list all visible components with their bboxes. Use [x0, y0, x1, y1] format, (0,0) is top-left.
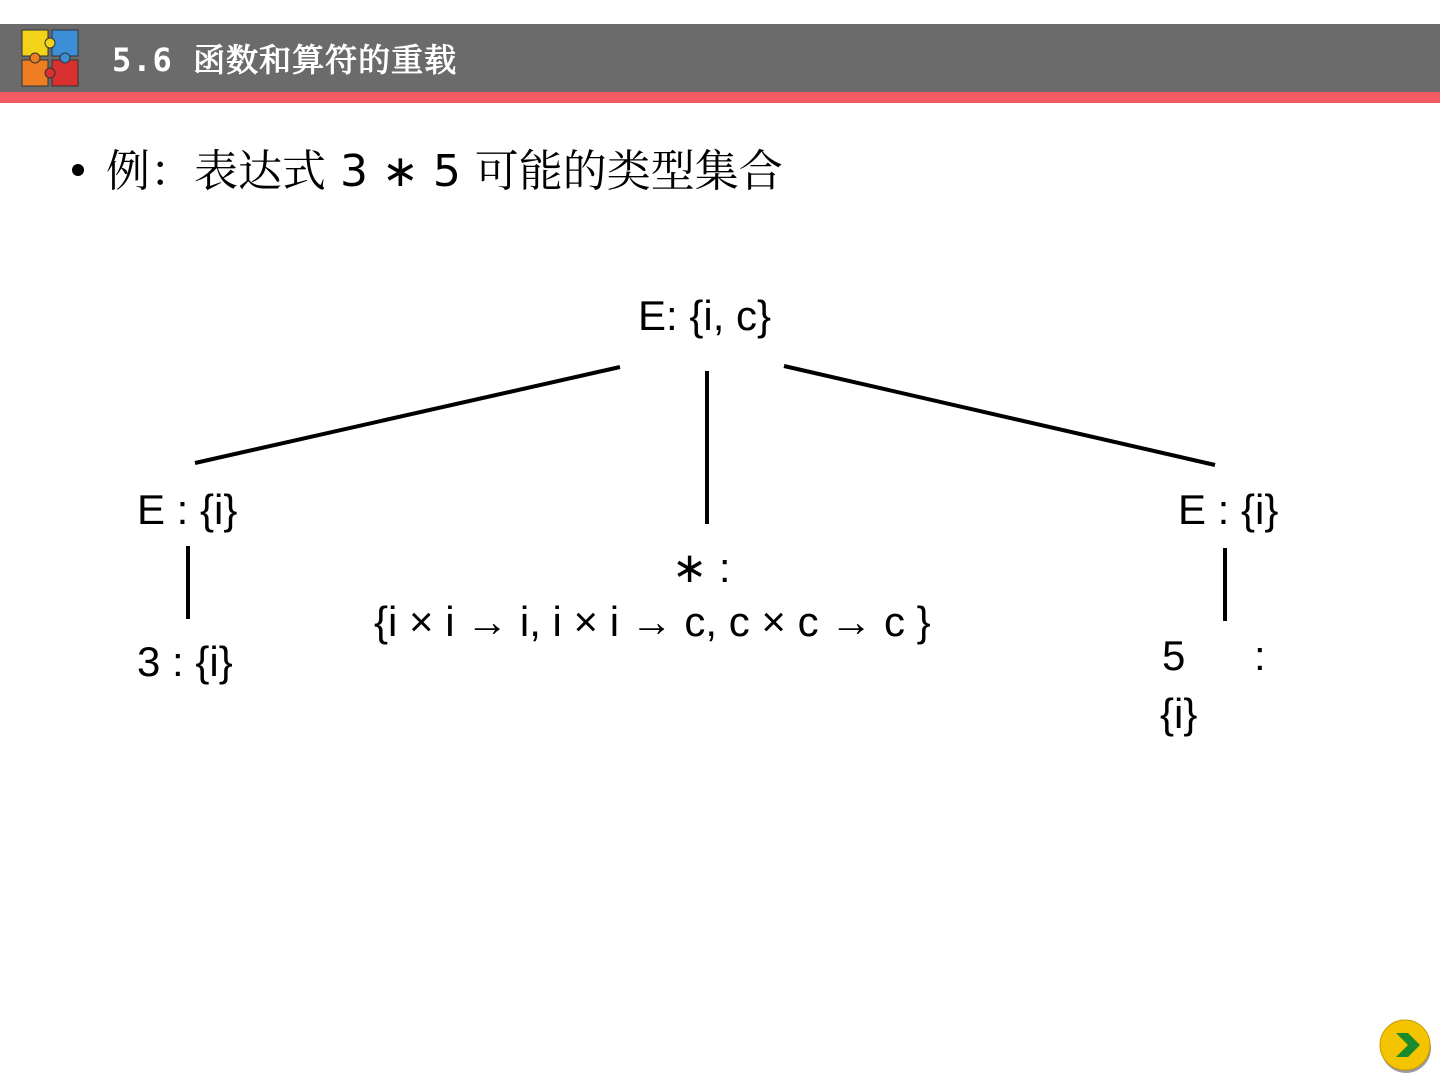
bullet-text: 例：表达式 3 ∗ 5 可能的类型集合: [106, 146, 783, 197]
slide-title: 5.6 函数和算符的重载: [112, 41, 458, 79]
edge-root-right: [784, 366, 1215, 465]
tree-node-root: E: {i, c}: [638, 292, 772, 339]
tree-node-right-leaf-number: 5: [1162, 632, 1186, 679]
next-slide-button[interactable]: [1378, 1018, 1434, 1074]
tree-node-left: E : {i}: [137, 486, 238, 533]
tree-node-operator-types: {i × i → i, i × i → c, c × c → c }: [374, 598, 931, 645]
tree-node-right-leaf-set: {i}: [1160, 690, 1198, 737]
tree-node-operator: ∗ :: [672, 544, 731, 591]
tree-node-right-leaf-colon: :: [1254, 632, 1266, 679]
tree-node-right: E : {i}: [1178, 486, 1279, 533]
edge-root-left: [195, 367, 620, 463]
tree-node-left-leaf: 3 : {i}: [137, 638, 233, 685]
